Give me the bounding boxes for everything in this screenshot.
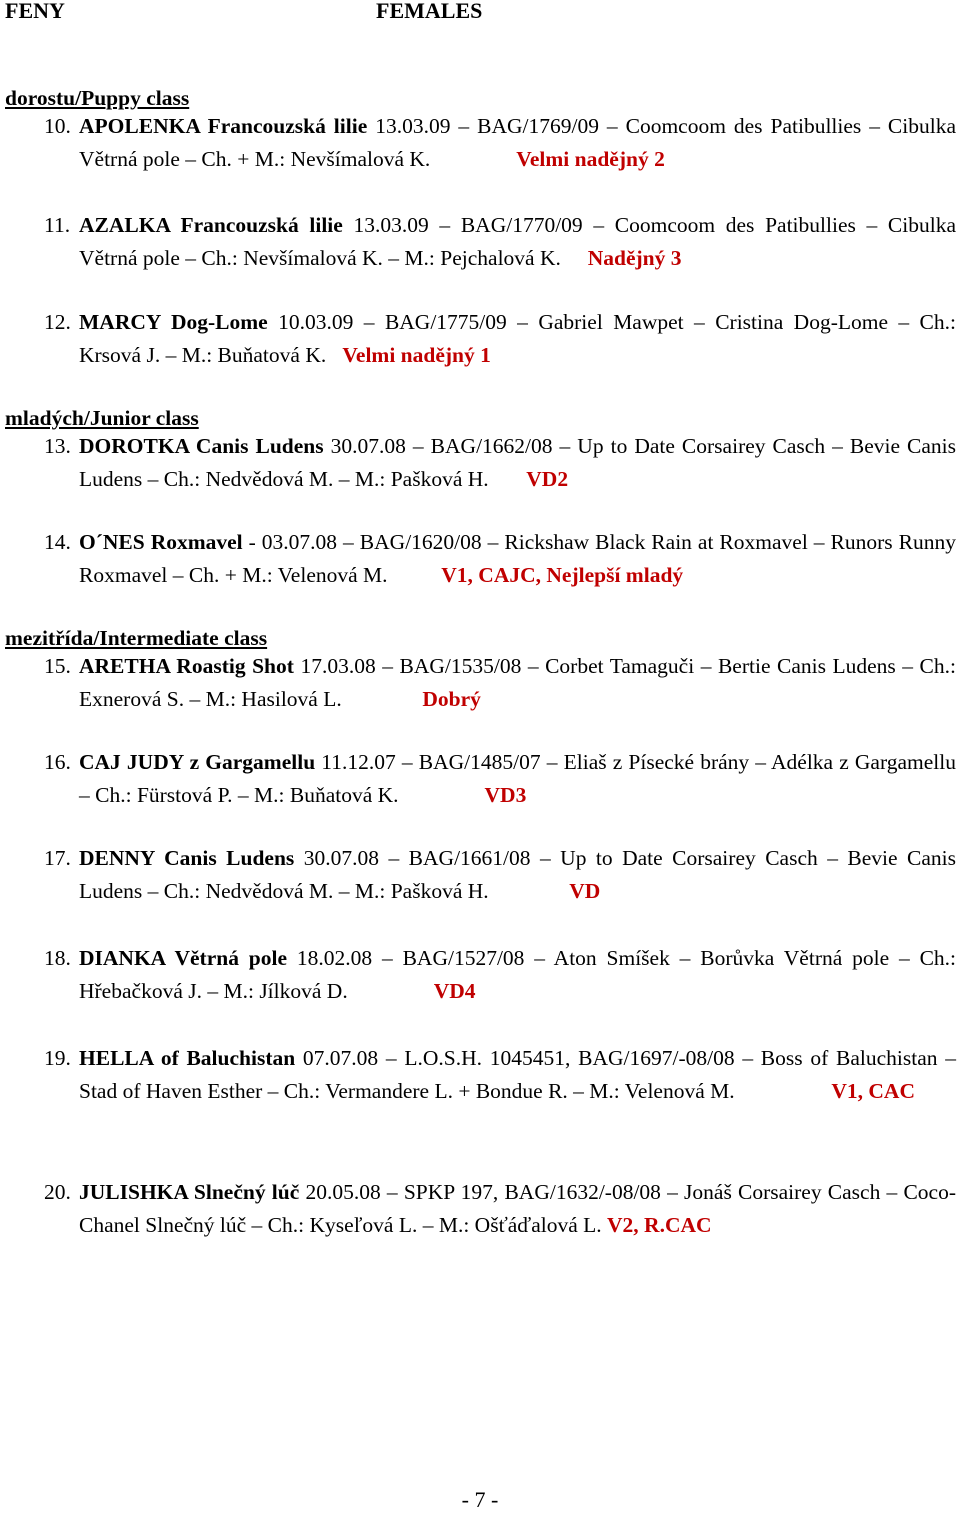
dog-name: HELLA of Baluchistan [79, 1046, 296, 1070]
entry-number: 16. [44, 750, 71, 774]
entry-number: 13. [44, 434, 71, 458]
entry-row [44, 746, 956, 812]
result-badge: Velmi nadějný 1 [342, 343, 491, 367]
dog-details: 20.05.08 – SPKP 197, BAG/1632/-08/08 – Jonáš Corsairey Casch – Coco-Chanel Slnečný lúč – Ch.: Kyseľová L. – M.: Ošťáďalová L. [79, 1180, 957, 1237]
result-badge: Dobrý [422, 687, 481, 711]
result-badge: VD4 [433, 979, 476, 1003]
entry-row [44, 526, 956, 592]
dog-details: 07.07.08 – L.O.S.H. 1045451, BAG/1697/-08/08 – Boss of Baluchistan – Stad of Haven Esther – Ch.: Vermandere L. + Bondue R. – M.: Velenová M. [79, 1046, 956, 1103]
dog-details: 17.03.08 – BAG/1535/08 – Corbet Tamaguči – Bertie Canis Ludens – Ch.: Exnerová S. – M.: Hasilová L. [79, 654, 957, 711]
result-badge: VD [569, 879, 601, 903]
entry-row [44, 1176, 956, 1242]
page-number: - 7 - [461, 1487, 499, 1512]
dog-details: 13.03.09 – BAG/1769/09 – Coomcoom des Patibullies – Cibulka Větrná pole – Ch. + M.: Nevšímalová K. [79, 114, 957, 171]
dog-name: CAJ JUDY z Gargamellu [79, 750, 316, 774]
dog-name: ARETHA Roastig Shot [79, 654, 294, 678]
dog-details: - 03.07.08 – BAG/1620/08 – Rickshaw Black Rain at Roxmavel – Runors Runny Roxmavel – Ch. + M.: Velenová M. [79, 530, 956, 587]
entry-row [44, 842, 956, 908]
entry-row [44, 209, 956, 275]
dog-details: 30.07.08 – BAG/1661/08 – Up to Date Corsairey Casch – Bevie Canis Ludens – Ch.: Nedvědová M. – M.: Pašková H. [79, 846, 956, 903]
section-title-intermediate: mezitřída/Intermediate class [5, 626, 268, 650]
entry-row [44, 430, 956, 496]
dog-details: 11.12.07 – BAG/1485/07 – Eliaš z Písecké brány – Adélka z Gargamellu – Ch.: Fürstová P. – M.: Buňatová K. [79, 750, 956, 807]
dog-details: 10.03.09 – BAG/1775/09 – Gabriel Mawpet – Cristina Dog-Lome – Ch.: Krsová J. – M.: Buňatová K. [79, 310, 956, 367]
section-title-puppy: dorostu/Puppy class [5, 86, 190, 110]
result-badge: V1, CAC [831, 1079, 915, 1103]
entry-row [44, 110, 956, 176]
dog-name: AZALKA Francouzská lilie [79, 213, 343, 237]
entry-number: 17. [44, 846, 71, 870]
header-left: FENY [5, 0, 65, 23]
section-title-junior: mladých/Junior class [5, 406, 199, 430]
result-badge: VD2 [526, 467, 569, 491]
dog-name: JULISHKA Slnečný lúč [79, 1180, 300, 1204]
result-badge: V2, R.CAC [607, 1213, 712, 1237]
dog-name: DOROTKA Canis Ludens [79, 434, 324, 458]
dog-details: 13.03.09 – BAG/1770/09 – Coomcoom des Patibullies – Cibulka Větrná pole – Ch.: Nevšímalová K. – M.: Pejchalová K. [79, 213, 957, 270]
page-header [5, 0, 483, 27]
result-badge: V1, CAJC, Nejlepší mladý [441, 563, 684, 587]
result-badge: Velmi nadějný 2 [516, 147, 665, 171]
dog-name: DIANKA Větrná pole [79, 946, 288, 970]
dog-details: 30.07.08 – BAG/1662/08 – Up to Date Corsairey Casch – Bevie Canis Ludens – Ch.: Nedvědová M. – M.: Pašková H. [79, 434, 956, 491]
result-badge: VD3 [484, 783, 527, 807]
entry-number: 10. [44, 114, 71, 138]
dog-name: O´NES Roxmavel [79, 530, 243, 554]
dog-details: 18.02.08 – BAG/1527/08 – Aton Smíšek – Borůvka Větrná pole – Ch.: Hřebačková J. – M.: Jílková D. [79, 946, 957, 1003]
entry-row [44, 306, 956, 372]
entry-number: 20. [44, 1180, 71, 1204]
entry-number: 12. [44, 310, 71, 334]
entry-number: 11. [44, 213, 71, 237]
header-right: FEMALES [376, 0, 483, 23]
result-badge: Nadějný 3 [587, 246, 682, 270]
entry-number: 19. [44, 1046, 71, 1070]
dog-name: APOLENKA Francouzská lilie [79, 114, 368, 138]
entry-row [44, 650, 956, 716]
entry-number: 14. [44, 530, 71, 554]
dog-name: MARCY Dog-Lome [79, 310, 268, 334]
entry-number: 18. [44, 946, 71, 970]
entry-row [44, 942, 956, 1008]
entry-row [44, 1042, 956, 1108]
entry-number: 15. [44, 654, 71, 678]
dog-name: DENNY Canis Ludens [79, 846, 295, 870]
